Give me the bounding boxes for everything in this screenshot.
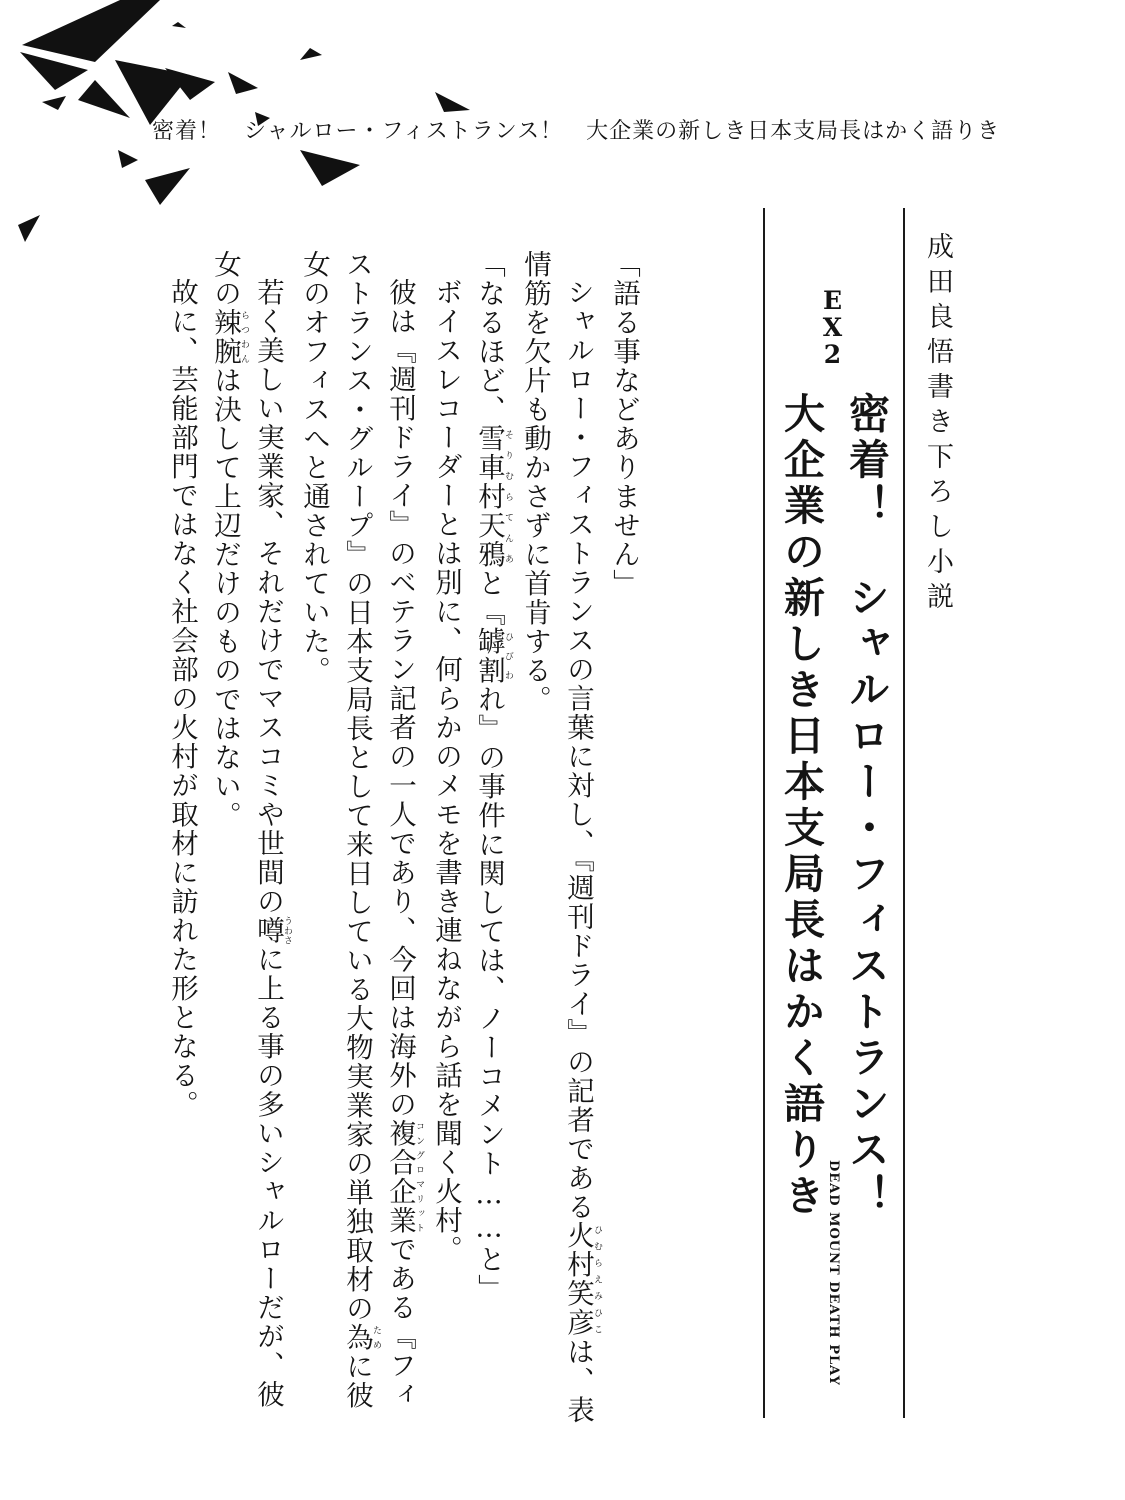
paragraph-1: 「語る事などありません」 xyxy=(608,250,640,598)
chapter-label: EX2 xyxy=(818,286,847,367)
series-label: DEAD MOUNT DEATH PLAY xyxy=(826,1160,841,1386)
chapter-title-line-2: 大企業の新しき日本支局長はかく語りき xyxy=(777,392,825,1220)
paragraph-3: 「なるほど、雪車村天鴉そりむらてんあと『罅割ひびわれ』の事件に関しては、ノーコメント……と」 xyxy=(473,250,513,1303)
ruby-uwasa: 噂うわさ xyxy=(252,915,292,945)
paragraph-7: 故に、芸能部門ではなく社会部の火村が取材に訪れた形となる。 xyxy=(166,277,198,1119)
author-line: 成田良悟書き下ろし小説 xyxy=(922,232,953,617)
paragraph-5: 彼は『週刊ドライ』のベテラン記者の一人であり、今回は海外の複合企業コングロマリットである『フィストランス・グループ』の日本支局長として来日している大物実業家の単独取材の為ために彼女のオフィスへと通されていた。 xyxy=(298,250,424,1410)
ruby-hibiware: 罅割ひびわ xyxy=(473,627,513,685)
paragraph-6: 若く美しい実業家、それだけでマスコミや世間の噂うわさに上る事の多いシャルローだが、彼女の辣腕らつわんは決して上辺だけのものではない。 xyxy=(209,250,292,1409)
paragraph-2: シャルロー・フィストランスの言葉に対し、『週刊ドライ』の記者である火村笑彦ひむらえみひこは、表情筋を欠片も動かさずに首肯する。 xyxy=(519,250,602,1424)
ruby-tame: 為ため xyxy=(341,1323,381,1352)
ruby-himura-emihiko: 火村笑彦ひむらえみひこ xyxy=(562,1220,602,1337)
running-header: 密着！ シャルロー・フィストランス！ 大企業の新しき日本支局長はかく語りき xyxy=(152,119,1001,144)
title-divider-left xyxy=(763,208,765,1418)
ruby-sorimura-tena: 雪車村天鴉そりむらてんあ xyxy=(473,424,513,569)
paragraph-4: ボイスレコーダーとは別に、何らかのメモを書き連ねながら話を聞く火村。 xyxy=(430,277,462,1264)
title-divider-right xyxy=(903,208,905,1418)
ruby-ratsuwan: 辣腕らつわん xyxy=(209,308,249,366)
body-text xyxy=(140,250,645,1430)
chapter-title-line-1: 密着！ シャルロー・フィストランス！ xyxy=(842,392,890,1220)
ruby-conglomerate: 複合企業コングロマリット xyxy=(384,1118,424,1235)
